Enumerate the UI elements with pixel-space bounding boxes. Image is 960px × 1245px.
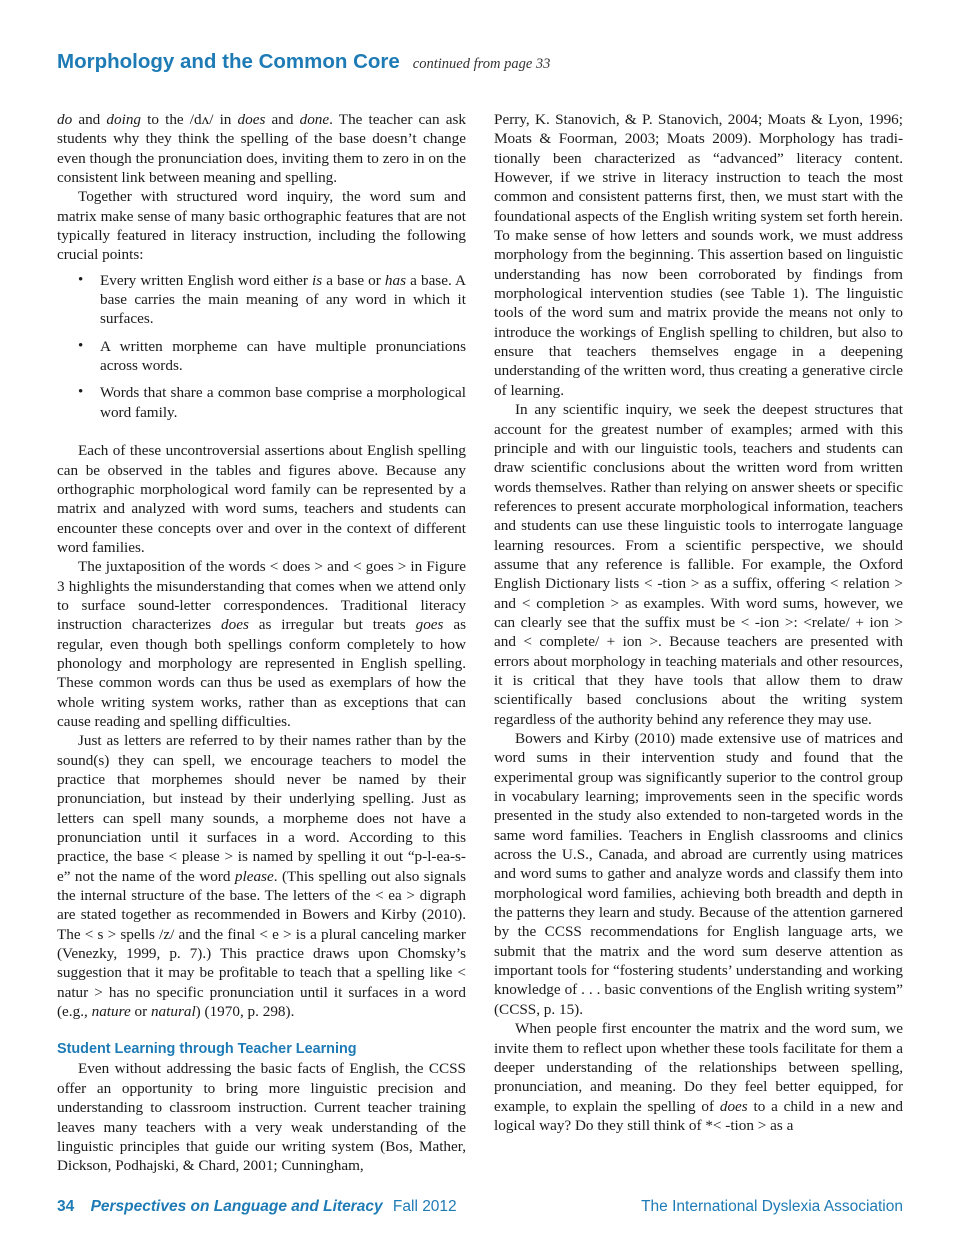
list-item xyxy=(78,337,466,376)
bullet-icon: • xyxy=(78,337,84,354)
emphasized-word: does xyxy=(237,111,266,128)
emphasized-word: natural xyxy=(150,1003,196,1021)
right-column xyxy=(494,110,903,1135)
emphasized-word: does xyxy=(719,1097,748,1115)
running-header xyxy=(57,50,903,82)
left-paragraph-6: Even without addressing the basic facts of English, the CCSS offer an opportunity to bring more linguistic precision and understanding to classroom instruction. Current teacher training leaves many teachers with a very weak understanding of the linguistic principles that guide our writing system (Bos, Mather, Dickson, Podhajski, & Chard, 2001; Cunningham, xyxy=(57,1060,466,1175)
emphasized-word: nature xyxy=(91,1003,131,1021)
article-title: Morphology and the Common Core xyxy=(57,50,400,73)
left-paragraph-5: Just as letters are referred to by their names rather than by the sound(s) they can spell, we encourage teachers to model the practice that morphemes should never be named by their pronunciation, but instead by their underlying spelling. Just as letters can spell many sounds, a morpheme does not have a pronunciation until it surfaces in a word. According to this practice, the base < please > is named by spelling it out “p-l-ea-s-e” not the name of the word please. (This spelling out also signals the internal structure of the base. The letters of the < ea > digraph are stated together as recommended in Bowers and Kirby (2010). The < s > spells /z/ and the final < e > is a plural canceling marker (Venezky, 1999, p. 7).) This practice draws upon Chomsky’s suggestion that it may be profitable to teach that a spelling like < natur > has no specific pronunciation until it surfaces in a word (e.g., nature or natural) (1970, p. 298). xyxy=(57,732,466,1021)
bullet-icon: • xyxy=(78,271,84,288)
emphasized-word: has xyxy=(384,271,407,289)
left-paragraph-2: Together with structured word inquiry, the word sum and matrix make sense of many basic orthographic features that are not typically featured in literacy instruction, including the following crucial points: xyxy=(57,188,466,264)
right-paragraph-1: Perry, K. Stanovich, & P. Stanovich, 2004; Moats & Lyon, 1996; Moats & Foorman, 2003; Moats 2009). Morphology has traditionally been characterized as “advanced” literacy content. However, if we strive in literacy instruction to teach the most common and consistent patterns first, then, we must start with the foundational aspects of the English writing system set forth herein. To make sense of how letters and sounds work, we must address morphology from the beginning. This assertion based on linguistic understanding has now been corroborated by findings from morphological intervention studies (see Table 1). The linguistic tools of the word sum and matrix provide the means not only to introduce the workings of English spelling to children, but also to ensure that teachers themselves engage in a deepening understanding of the written word, thus creating a generative circle of learning. xyxy=(494,111,903,399)
left-paragraph-1: do and doing to the /dʌ/ in does and done. The teacher can ask students why they think the spelling of the base doesn’t change even though the pronunciation does, inviting them to zero in on the consistent link between meaning and spelling. xyxy=(57,111,466,187)
page-number: 34 xyxy=(57,1198,75,1215)
list-item-text: Every written English word either is a base or has a base. A base carries the main meaning of any word in which it surfaces. xyxy=(100,271,466,328)
emphasized-word: do xyxy=(57,111,73,128)
key-points-list xyxy=(57,271,466,422)
emphasized-word: goes xyxy=(415,616,444,634)
left-column xyxy=(57,110,466,1176)
emphasized-word: does xyxy=(221,616,249,634)
bullet-icon: • xyxy=(78,384,84,401)
right-paragraph-3: Bowers and Kirby (2010) made extensive use of matrices and word sums in their intervention study and found that the experimental group was significantly superior to the control group in vocabulary learning; improvements seen in the specific words presented in the study also extended to non-targeted words in the same word families. Teachers in English classrooms and clinics across the U.S., Canada, and abroad are currently using matrices and word sums to gather and analyze words and classify them into morphological word families, achieving both breadth and depth in the patterns they learn and study. Because of the attention garnered by the CCSS recommendations for English language arts, we submit that the matrix and the word sum deserve attention as important tools for “fostering students’ understanding and working knowledge of . . . basic conventions of the English writing system” (CCSS, p. 15). xyxy=(494,730,903,1018)
journal-title: Perspectives on Language and Literacy xyxy=(90,1198,383,1215)
list-item-text: A written morpheme can have multiple pronunciations across words. xyxy=(100,337,466,375)
list-item xyxy=(78,271,466,329)
right-paragraph-2: In any scientific inquiry, we seek the deepest structures that account for the greatest number of examples; armed with this principle and with our linguistic tools, teachers and students can draw scientific conclusions about the written word from written words themselves. Rather than relying on answer sheets or specific references to present accurate morphological information, teachers and students can use these linguistic tools to interrogate language learning resources. From a scientific perspective, we should assume that any reference is fallible. For example, the Oxford English Dictionary lists < -tion > as a suffix, offering < relation > and < completion > as examples. With word sums, however, we can clearly see that the suffix must be < -ion >: <relate/ + ion > and < complete/ + ion >. Because teachers are presented with errors about morphology in teaching materials and other resources, it is critical that they have tools that allow them to draw scientifically based conclusions about the writing system regardless of the authority behind any reference they may use. xyxy=(494,401,903,728)
right-paragraph-4: When people first encounter the matrix and the word sum, we invite them to reflect upon whether these tools facilitate for them a deeper understanding of the relationships between spelling, pronunciation, and meaning. Do they feel better equipped, for example, to explain the spelling of does to a child in a new and logical way? Do they still think of *< -tion > as a xyxy=(494,1020,903,1134)
emphasized-word: please xyxy=(234,867,274,885)
section-heading: Student Learning through Teacher Learning xyxy=(57,1041,357,1058)
left-paragraph-3: Each of these uncontroversial assertions about English spelling can be observed in the tables and figures above. Because any orthographic morphological word family can be represented by a matrix and analyzed with word sums, teachers and students can encounter these concepts over and over in the context of different word families. xyxy=(57,442,466,556)
continued-note: continued from page 33 xyxy=(412,56,551,72)
left-paragraph-4: The juxtaposition of the words < does > and < goes > in Figure 3 highlights the misunderstanding that comes when we attend only to surface sound-letter correspondences. Traditional literacy instruction characterizes does as irregular but treats goes as regular, even though both spellings conform completely to how phonology and morphology are represented in English spelling. These common words can thus be used as exemplars of how the whole writing system works, rather than as exceptions that can cause reading and spelling difficulties. xyxy=(57,558,466,730)
organization-name: The International Dyslexia Association xyxy=(641,1198,903,1215)
issue-label: Fall 2012 xyxy=(392,1198,457,1215)
emphasized-word: is xyxy=(311,271,323,289)
emphasized-word: doing xyxy=(106,111,142,128)
list-item-text: Words that share a common base comprise a morphological word family. xyxy=(100,384,466,421)
list-item xyxy=(78,383,466,422)
emphasized-word: done xyxy=(299,111,330,128)
page-footer xyxy=(57,1198,903,1220)
